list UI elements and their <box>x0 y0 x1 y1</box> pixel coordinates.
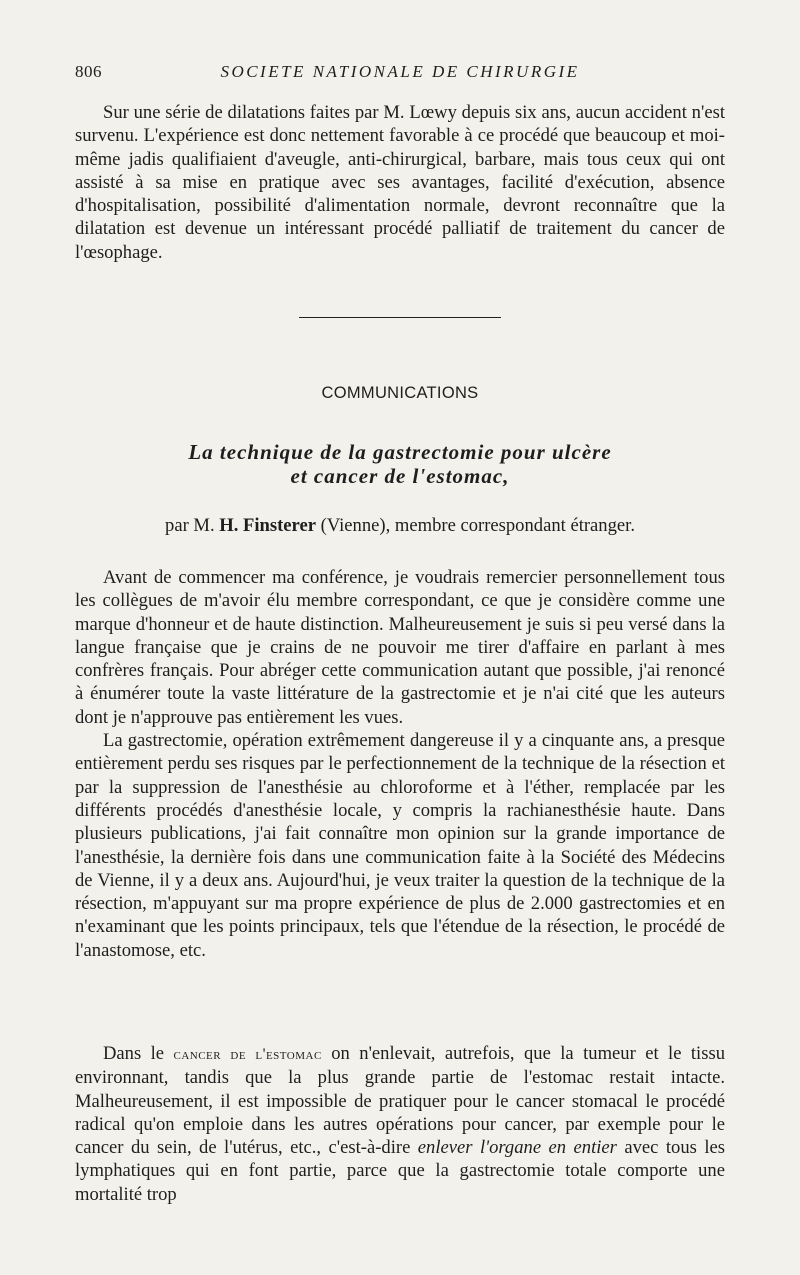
page-number: 806 <box>75 62 102 81</box>
paragraph-text: avec tous les lymphatiques qui en font partie, parce que la gastrectomie totale comporte une mortalité trop <box>75 1137 725 1205</box>
page-header <box>75 62 725 88</box>
paragraph-text: on n'enlevait, autrefois, que la tumeur et le tissu environnant, tandis que la plus grande partie de l'estomac restait intacte. Malheureusement, il est impossible de pratiquer pour le cancer stomacal le procédé radical qu'on emploie dans les autres opérations pour cancer, par exemple pour le cancer du sein, de l'utérus, etc., c'est-à-dire <box>75 1043 725 1159</box>
byline-suffix: (Vienne), membre correspondant étranger. <box>320 515 635 536</box>
article-title-line-1: La technique de la gastrectomie pour ulcère <box>188 440 612 464</box>
byline <box>0 514 800 537</box>
small-caps-term: cancer de l'estomac <box>173 1046 322 1063</box>
article-paragraph: Avant de commencer ma conférence, je voudrais remercier personnellement tous les collègues de m'avoir élu membre correspondant, ce que je considère comme une marque d'honneur et de haute distinction. Malheureusement je suis si peu versé dans la langue française que je crains de ne pouvoir me tirer d'affaire en parlant à mes confrères français. Pour abréger cette communication autant que possible, j'ai renoncé à énumérer toute la vaste littérature de la gastrectomie et je n'ai cité que les auteurs dont je n'approuve pas entièrement les vues. <box>75 567 725 728</box>
article-title-line-2: et cancer de l'estomac, <box>290 464 510 488</box>
author-name: H. Finsterer <box>219 515 316 536</box>
byline-prefix: par M. <box>165 515 215 536</box>
article-body-continued <box>75 1042 725 1206</box>
section-divider <box>299 317 501 318</box>
paragraph-text: Dans le <box>103 1043 165 1064</box>
section-heading: COMMUNICATIONS <box>321 384 479 402</box>
italic-emphasis: enlever l'organe en entier <box>417 1137 617 1159</box>
article-title <box>0 440 800 488</box>
intro-paragraph: Sur une série de dilatations faites par M. Lœwy depuis six ans, aucun accident n'est survenu. L'expérience est donc nettement favorable à ce procédé que beaucoup et moi-même jadis qualifiaient d'aveugle, anti-chirurgical, barbare, mais tous ceux qui ont assisté à sa mise en pratique avec ses avantages, facilité d'exécution, absence d'hospitalisation, possibilité d'alimentation normale, devront reconnaître que la dilatation est devenue un intéressant procédé palliatif de traitement du cancer de l'œsophage. <box>75 102 725 263</box>
article-body <box>75 566 725 962</box>
running-head: SOCIETE NATIONALE DE CHIRURGIE <box>220 62 580 81</box>
intro-block <box>75 101 725 264</box>
article-paragraph <box>75 1042 725 1206</box>
article-paragraph: La gastrectomie, opération extrêmement dangereuse il y a cinquante ans, a presque entièrement perdu ses risques par le perfectionnement de la technique de la résection et par la suppression de l'anesthésie au chloroforme et à l'éther, remplacée par les différents procédés d'anesthésie locale, y compris la rachianesthésie haute. Dans plusieurs publications, j'ai fait connaître mon opinion sur la grande importance de l'anesthésie, la dernière fois dans une communication faite à la Société des Médecins de Vienne, il y a deux ans. Aujourd'hui, je veux traiter la question de la technique de la résection, m'appuyant sur ma propre expérience de plus de 2.000 gastrectomies et en n'examinant que les points principaux, tels que l'étendue de la résection, le procédé de l'anastomose, etc. <box>75 730 725 961</box>
